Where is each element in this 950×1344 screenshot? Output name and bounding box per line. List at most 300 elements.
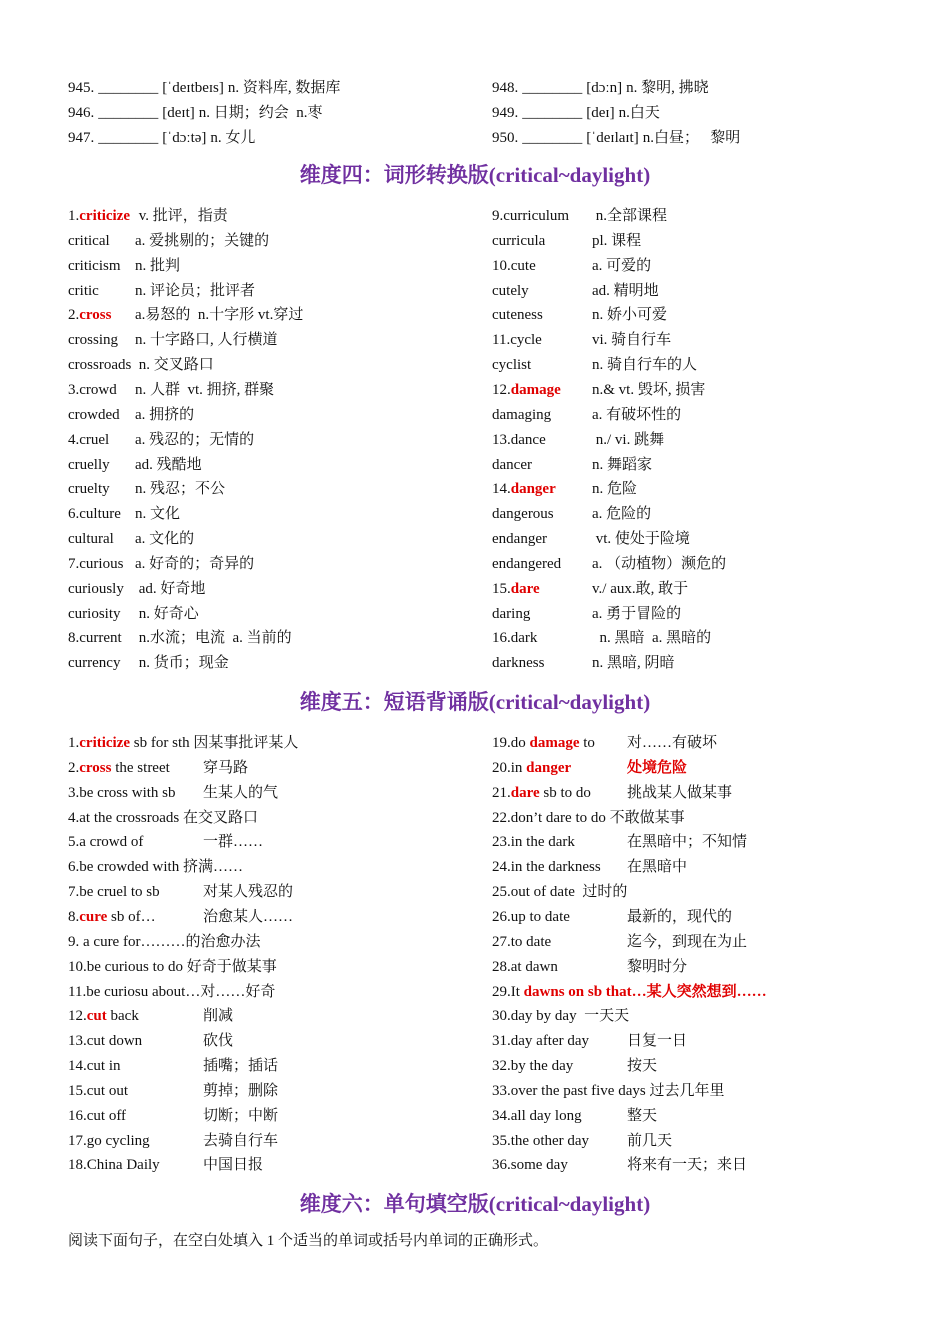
vocab-meaning: n.白天 <box>618 105 660 121</box>
vocab-line <box>492 128 740 148</box>
phrase-line <box>68 733 298 753</box>
phrase-line <box>492 758 687 778</box>
wordform-definition: n. 货币；现金 <box>135 655 229 672</box>
phrase-text <box>68 1106 203 1126</box>
wordform-line <box>68 529 194 549</box>
wordform-base: cyclist <box>492 357 532 374</box>
vocab-blank: ________ <box>522 105 583 121</box>
phrase-line <box>68 957 277 977</box>
vocab-phonetic: [ˈdeɪlaɪt] <box>586 130 639 146</box>
wordform-line <box>492 355 697 375</box>
wordform-word <box>492 330 592 350</box>
phrase-line <box>68 1131 278 1151</box>
phrase-meaning: 处境危险 <box>627 759 688 776</box>
wordform-base: cruelly <box>68 456 110 473</box>
phrase-text <box>68 982 275 1002</box>
vocab-blank: ________ <box>522 130 583 146</box>
wordform-word <box>68 504 135 524</box>
phrase-text <box>492 808 685 828</box>
phrase-part: 2. <box>68 759 80 776</box>
wordform-definition: a. 残忍的；无情的 <box>135 431 255 448</box>
phrase-meaning: 对某人残忍的 <box>203 884 294 901</box>
phrase-part: 14.cut in <box>68 1058 121 1075</box>
wordform-word <box>68 479 135 499</box>
phrase-part: 32.by the day <box>492 1058 574 1075</box>
wordform-line <box>68 330 278 350</box>
wordform-word <box>68 330 135 350</box>
wordform-line <box>492 604 681 624</box>
phrase-meaning: 治愈某人…… <box>203 908 294 925</box>
wordform-definition: n. 黑暗, 阴暗 <box>592 655 675 672</box>
phrase-meaning: 挑战某人做某事 <box>627 784 733 801</box>
vocab-phonetic: [deɪ] <box>586 105 615 121</box>
phrase-text <box>492 882 627 902</box>
wordform-definition: v. 批评，指责 <box>135 208 228 224</box>
wordform-word <box>68 529 135 549</box>
wordform-base: cruelty <box>68 481 110 498</box>
phrase-line <box>68 1106 278 1126</box>
phrase-part: 18.China Daily <box>68 1157 160 1174</box>
wordform-definition: a. 好奇的；奇异的 <box>135 555 255 572</box>
wordform-word <box>68 405 135 425</box>
wordform-definition: n. 娇小可爱 <box>592 307 668 324</box>
wordform-definition: a. 可爱的 <box>592 257 652 274</box>
wordform-line <box>68 380 274 400</box>
phrase-text <box>68 733 298 753</box>
wordform-number: 2. <box>68 307 80 324</box>
wordform-base: daring <box>492 605 531 622</box>
vocab-phonetic: [ˈdɔːtə] <box>162 130 207 146</box>
phrase-text <box>492 957 627 977</box>
wordform-line <box>492 653 675 673</box>
phrase-part: 25.out of date <box>492 884 575 901</box>
wordform-base: darkness <box>492 655 545 672</box>
phrase-part: 17.go cycling <box>68 1132 150 1149</box>
phrase-line <box>68 1031 233 1051</box>
wordform-definition: n. 舞蹈家 <box>592 456 653 473</box>
wordform-word <box>492 281 592 301</box>
phrase-highlight: criticize <box>79 735 131 751</box>
wordform-line <box>492 231 641 251</box>
wordform-definition: n. 评论员；批评者 <box>135 282 256 299</box>
phrase-text <box>68 832 203 852</box>
wordform-definition: ad. 好奇地 <box>135 580 206 597</box>
wordform-word <box>492 380 592 400</box>
wordform-number: 15. <box>492 580 511 597</box>
phrase-highlight: cure <box>79 908 108 925</box>
phrase-meaning: 对……有破坏 <box>627 735 718 751</box>
wordform-definition: n. 黑暗 a. 黑暗的 <box>592 630 712 647</box>
phrase-part: 不敢做某事 <box>605 809 685 826</box>
phrase-meaning: 将来有一天；来日 <box>627 1157 748 1174</box>
phrase-part: 34.all day long <box>492 1107 582 1124</box>
vocab-meaning: n.白昼； 黎明 <box>642 130 741 146</box>
wordform-base: endangered <box>492 555 562 572</box>
phrase-line <box>68 1006 233 1026</box>
phrase-meaning: 黎明时分 <box>627 958 688 975</box>
wordform-word <box>492 231 592 251</box>
phrase-line <box>492 1106 657 1126</box>
phrase-text <box>492 1006 629 1026</box>
phrase-part: 22.don’t dare to do <box>492 809 606 826</box>
wordform-line <box>68 256 180 276</box>
phrase-part: 30.day by day <box>492 1008 577 1025</box>
vocab-number: 947. <box>68 130 95 146</box>
wordform-word <box>68 355 135 375</box>
vocab-meaning: n. 女儿 <box>210 130 256 146</box>
phrase-text <box>68 783 203 803</box>
phrase-meaning: 一群…… <box>203 834 264 851</box>
wordform-line <box>492 430 664 450</box>
phrase-line <box>68 832 263 852</box>
wordform-base: 9.curriculum <box>492 208 570 224</box>
wordform-definition: a. 文化的 <box>135 531 195 548</box>
phrase-text <box>68 1056 203 1076</box>
vocab-number: 946. <box>68 105 95 121</box>
phrase-part: 19.do <box>492 735 530 751</box>
wordform-word <box>68 281 135 301</box>
wordform-line <box>492 455 652 475</box>
phrase-part: 1. <box>68 735 80 751</box>
wordform-word <box>68 554 135 574</box>
phrase-highlight: cross <box>79 759 112 776</box>
wordform-line <box>492 479 637 499</box>
instruction-text: 阅读下面句子，在空白处填入 1 个适当的单词或括号内单词的正确形式。 <box>68 1233 549 1249</box>
phrase-highlight: cut <box>86 1008 107 1025</box>
phrase-meaning: 切断；中断 <box>203 1107 279 1124</box>
phrase-text <box>68 1006 203 1026</box>
phrase-text <box>492 733 627 753</box>
vocab-meaning: n. 资料库, 数据库 <box>227 80 341 96</box>
phrase-meaning: 在黑暗中；不知情 <box>627 834 748 851</box>
phrase-part: 11.be curiosu about…对……好奇 <box>68 983 276 1000</box>
wordform-line <box>68 504 180 524</box>
phrase-part: 好奇于做某事 <box>182 958 277 975</box>
phrase-line <box>492 1131 672 1151</box>
wordform-line <box>492 380 705 400</box>
wordform-word <box>492 479 592 499</box>
wordform-number: 14. <box>492 481 511 498</box>
phrase-part: 挤满…… <box>179 859 243 876</box>
phrase-part: 28.at dawn <box>492 958 558 975</box>
wordform-word <box>68 430 135 450</box>
vocab-blank: ________ <box>98 130 159 146</box>
phrase-meaning: 砍伐 <box>203 1033 234 1050</box>
wordform-line <box>68 554 254 574</box>
wordform-line <box>492 330 671 350</box>
wordform-base: 7.curious <box>68 555 124 572</box>
phrase-text <box>492 857 627 877</box>
phrase-part: 27.to date <box>492 933 552 950</box>
phrase-part: 过时的 <box>574 884 628 901</box>
wordform-number: 1. <box>68 208 80 224</box>
phrase-line <box>492 733 717 753</box>
wordform-word <box>492 206 592 226</box>
wordform-line <box>492 529 690 549</box>
phrase-line <box>68 1056 278 1076</box>
wordform-number: 12. <box>492 381 511 398</box>
wordform-line <box>68 305 303 325</box>
phrase-line <box>492 1056 657 1076</box>
phrase-text <box>492 783 627 803</box>
wordform-base: cutely <box>492 282 529 299</box>
phrase-highlight: dawns on sb that…某人突然想到…… <box>523 983 767 1000</box>
wordform-line <box>492 579 688 599</box>
phrase-meaning: 最新的，现代的 <box>627 908 733 925</box>
wordform-base: critical <box>68 232 110 249</box>
phrase-meaning: 削减 <box>203 1008 234 1025</box>
phrase-highlight: damage <box>529 735 580 751</box>
phrase-line <box>68 783 278 803</box>
vocab-number: 950. <box>492 130 519 146</box>
wordform-line <box>68 405 194 425</box>
wordform-word <box>492 256 592 276</box>
phrase-text <box>492 1056 627 1076</box>
phrase-part: 3.be cross with sb <box>68 784 176 801</box>
phrase-line <box>492 932 747 952</box>
phrase-highlight: dare <box>510 784 540 801</box>
phrase-meaning: 整天 <box>627 1107 658 1124</box>
vocab-phonetic: [deɪt] <box>162 105 195 121</box>
wordform-definition: n. 批判 <box>135 257 181 274</box>
phrase-line <box>68 857 243 877</box>
phrase-meaning: 日复一日 <box>627 1033 688 1050</box>
phrase-line <box>492 808 685 828</box>
wordform-highlight: danger <box>510 481 556 498</box>
phrase-part: back <box>106 1008 139 1025</box>
phrase-part: sb for sth 因某事批评某人 <box>130 735 299 751</box>
phrase-part: 15.cut out <box>68 1082 128 1099</box>
phrase-meaning: 剪掉；删除 <box>203 1082 279 1099</box>
phrase-part: 36.some day <box>492 1157 568 1174</box>
wordform-definition: a.易怒的 n.十字形 vt.穿过 <box>135 307 304 324</box>
wordform-definition: ad. 残酷地 <box>135 456 202 473</box>
phrase-line <box>68 1155 263 1175</box>
wordform-highlight: damage <box>510 381 561 398</box>
phrase-meaning: 按天 <box>627 1058 658 1075</box>
wordform-definition: vt. 使处于险境 <box>592 531 690 548</box>
wordform-word <box>492 305 592 325</box>
wordform-definition: v./ aux.敢, 敢于 <box>592 580 689 597</box>
wordform-definition: n. 文化 <box>135 506 181 523</box>
phrase-line <box>68 758 248 778</box>
phrase-text <box>68 1081 203 1101</box>
phrase-text <box>68 932 260 952</box>
phrase-line <box>68 932 260 952</box>
wordform-line <box>68 479 225 499</box>
wordform-highlight: dare <box>510 580 540 597</box>
phrase-text <box>492 1081 724 1101</box>
wordform-base: 13.dance <box>492 431 546 448</box>
phrase-part: 29.It <box>492 983 524 1000</box>
phrase-text <box>492 1031 627 1051</box>
wordform-base: 4.cruel <box>68 431 110 448</box>
phrase-line <box>492 783 732 803</box>
wordform-line <box>68 604 199 624</box>
wordform-base: curricula <box>492 232 546 249</box>
wordform-definition: a. 危险的 <box>592 506 652 523</box>
phrase-line <box>492 1155 747 1175</box>
phrase-line <box>68 1081 278 1101</box>
wordform-line <box>68 355 214 375</box>
phrase-part: 31.day after day <box>492 1033 590 1050</box>
phrase-line <box>68 982 275 1002</box>
phrase-line <box>492 907 732 927</box>
phrase-part: 21. <box>492 784 511 801</box>
phrase-part: 13.cut down <box>68 1033 143 1050</box>
phrase-line <box>492 1081 724 1101</box>
wordform-word <box>492 355 592 375</box>
vocab-blank: ________ <box>98 105 159 121</box>
wordform-base: 6.culture <box>68 506 121 523</box>
wordform-word <box>68 604 135 624</box>
wordform-highlight: criticize <box>79 208 131 224</box>
phrase-meaning: 穿马路 <box>203 759 249 776</box>
vocab-phonetic: [dɔːn] <box>586 80 623 96</box>
wordform-word <box>492 579 592 599</box>
phrase-part: 过去几年里 <box>645 1082 725 1099</box>
wordform-definition: n. 骑自行车的人 <box>592 357 698 374</box>
wordform-word <box>68 305 135 325</box>
phrase-text <box>68 1031 203 1051</box>
wordform-base: criticism <box>68 257 121 274</box>
wordform-word <box>492 529 592 549</box>
wordform-definition: n. 人群 vt. 拥挤, 群聚 <box>135 381 275 398</box>
wordform-base: endanger <box>492 531 547 548</box>
wordform-line <box>492 305 667 325</box>
wordform-line <box>492 504 651 524</box>
wordform-word <box>492 405 592 425</box>
wordform-definition: n.& vt. 毁坏, 损害 <box>592 381 706 398</box>
vocab-number: 948. <box>492 80 519 96</box>
phrase-part: 35.the other day <box>492 1132 590 1149</box>
phrase-text <box>492 758 627 778</box>
phrase-text <box>68 1155 203 1175</box>
phrase-part: sb to do <box>539 784 591 801</box>
phrase-text <box>492 1155 627 1175</box>
wordform-base: critic <box>68 282 99 299</box>
wordform-word <box>68 256 135 276</box>
wordform-line <box>492 256 651 276</box>
vocab-line <box>68 78 340 98</box>
phrase-line <box>68 808 258 828</box>
phrase-part: 26.up to date <box>492 908 570 925</box>
wordform-base: 8.current <box>68 630 122 647</box>
phrase-part: 16.cut off <box>68 1107 127 1124</box>
vocab-blank: ________ <box>98 80 159 96</box>
wordform-base: 11.cycle <box>492 332 542 349</box>
phrase-part: sb of… <box>107 908 156 925</box>
phrase-text <box>68 957 277 977</box>
wordform-line <box>68 579 205 599</box>
wordform-base: 3.crowd <box>68 381 117 398</box>
wordform-base: currency <box>68 655 121 672</box>
wordform-base: crossing <box>68 332 118 349</box>
wordform-base: curiosity <box>68 605 121 622</box>
wordform-line <box>68 206 228 226</box>
phrase-text <box>68 808 258 828</box>
phrase-part: 8. <box>68 908 80 925</box>
wordform-definition: a. 爱挑剔的；关键的 <box>135 232 270 249</box>
wordform-word <box>492 604 592 624</box>
wordform-definition: n. 危险 <box>592 481 638 498</box>
wordform-word <box>68 579 135 599</box>
phrase-text <box>68 758 203 778</box>
wordform-word <box>492 653 592 673</box>
wordform-definition: a. 勇于冒险的 <box>592 605 682 622</box>
phrase-line <box>492 1006 629 1026</box>
phrase-meaning: 迄今，到现在为止 <box>627 933 748 950</box>
phrase-meaning: 在黑暗中 <box>627 859 688 876</box>
phrase-meaning: 插嘴；插话 <box>203 1058 279 1075</box>
phrase-part: 24.in the darkness <box>492 859 601 876</box>
wordform-base: dancer <box>492 456 532 473</box>
section-heading-4: 维度四：词形转换版(critical~daylight) <box>299 163 651 187</box>
phrase-text <box>492 907 627 927</box>
wordform-line <box>68 455 202 475</box>
vocab-meaning: n. 黎明, 拂晓 <box>626 80 709 96</box>
vocab-line <box>492 78 709 98</box>
wordform-line <box>68 653 229 673</box>
phrase-part: 12. <box>68 1008 87 1025</box>
phrase-text <box>68 907 203 927</box>
vocab-blank: ________ <box>522 80 583 96</box>
section-heading-6: 维度六：单句填空版(critical~daylight) <box>299 1192 651 1216</box>
wordform-word <box>492 628 592 648</box>
wordform-line <box>68 231 269 251</box>
wordform-line <box>68 281 255 301</box>
phrase-line <box>492 882 627 902</box>
phrase-text <box>492 1106 627 1126</box>
phrase-part: 7.be cruel to sb <box>68 884 160 901</box>
wordform-base: 10.cute <box>492 257 536 274</box>
wordform-definition: vi. 骑自行车 <box>592 332 672 349</box>
wordform-line <box>492 281 659 301</box>
wordform-line <box>492 405 681 425</box>
phrase-meaning: 去骑自行车 <box>203 1132 279 1149</box>
wordform-line <box>492 206 667 226</box>
phrase-part: 6.be crowded with <box>68 859 180 876</box>
wordform-definition: a. 有破坏性的 <box>592 406 682 423</box>
phrase-line <box>492 957 687 977</box>
phrase-meaning: 生某人的气 <box>203 784 279 801</box>
phrase-text <box>68 857 243 877</box>
wordform-base: crossroads <box>68 357 132 374</box>
phrase-line <box>492 982 767 1002</box>
wordform-definition: a. 拥挤的 <box>135 406 195 423</box>
wordform-definition: n. 交叉路口 <box>135 357 214 374</box>
wordform-word <box>68 653 135 673</box>
wordform-word <box>68 231 135 251</box>
wordform-word <box>68 628 135 648</box>
wordform-line <box>492 628 711 648</box>
wordform-base: cultural <box>68 531 114 548</box>
section-heading-5: 维度五：短语背诵版(critical~daylight) <box>299 690 651 714</box>
vocab-line <box>68 103 323 123</box>
vocab-line <box>492 103 660 123</box>
phrase-text <box>68 1131 203 1151</box>
wordform-definition: n.全部课程 <box>592 208 668 224</box>
wordform-base: 16.dark <box>492 630 538 647</box>
wordform-line <box>68 430 254 450</box>
wordform-definition: ad. 精明地 <box>592 282 659 299</box>
wordform-word <box>68 206 135 226</box>
vocab-phonetic: [ˈdeɪtbeɪs] <box>162 80 224 96</box>
vocab-number: 945. <box>68 80 95 96</box>
vocab-number: 949. <box>492 105 519 121</box>
wordform-definition: n.水流；电流 a. 当前的 <box>135 630 292 647</box>
phrase-part: 9. a cure for………的治愈办法 <box>68 933 261 950</box>
